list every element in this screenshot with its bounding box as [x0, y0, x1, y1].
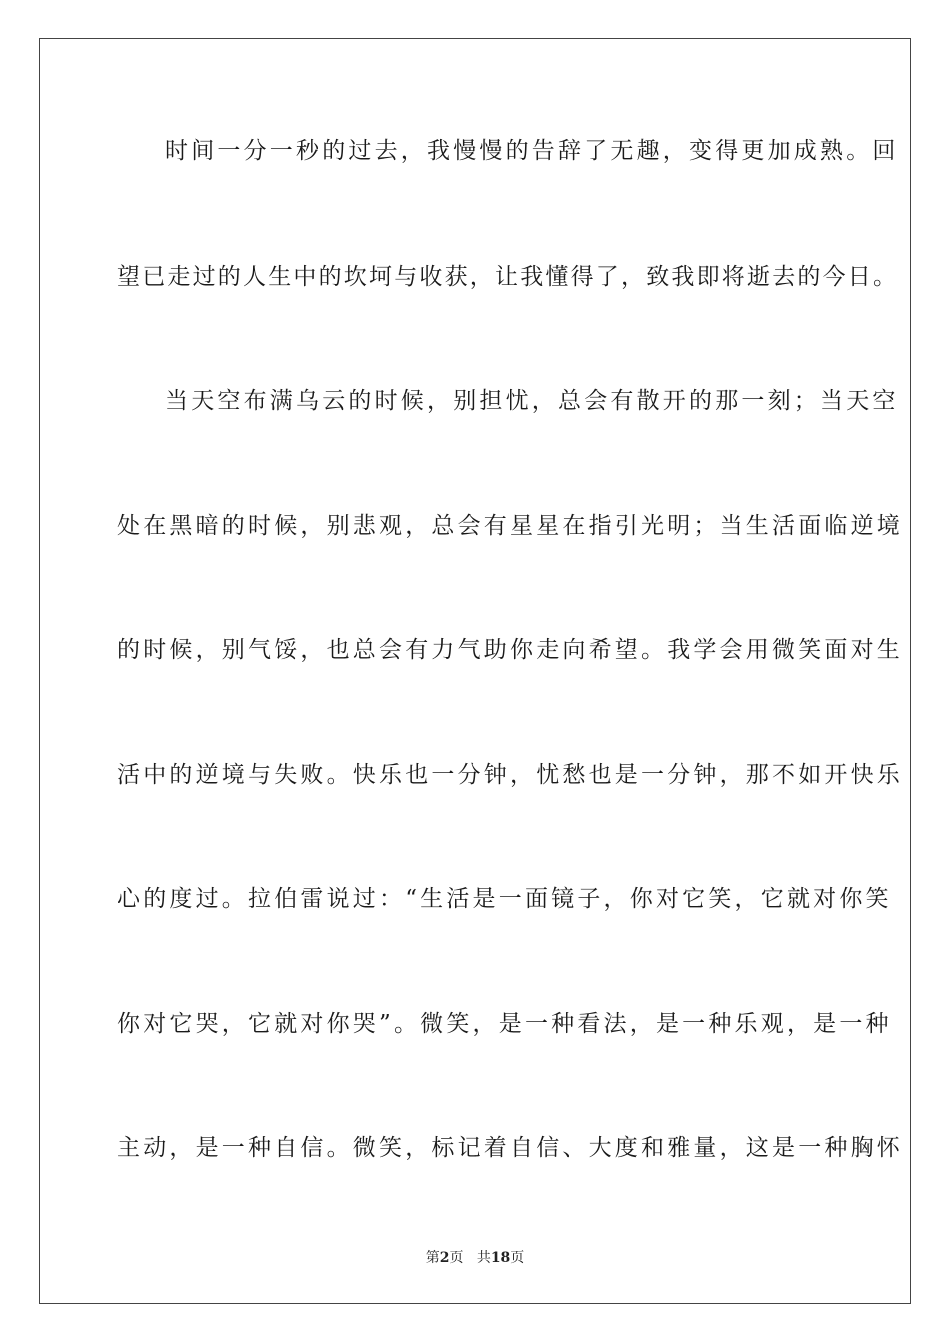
- page-frame: [39, 38, 911, 1304]
- page-suffix: 页: [449, 1250, 464, 1266]
- text-line-5: 的时候，别气馁，也总会有力气助你走向希望。我学会用微笑面对生: [117, 637, 903, 663]
- text-line-9: 主动，是一种自信。微笑，标记着自信、大度和雅量，这是一种胸怀: [117, 1135, 903, 1161]
- text-line-2: 望已走过的人生中的坎坷与收获，让我懂得了，致我即将逝去的今日。: [117, 264, 899, 290]
- text-line-4: 处在黑暗的时候，别悲观，总会有星星在指引光明；当生活面临逆境: [117, 513, 903, 539]
- text-line-6: 活中的逆境与失败。快乐也一分钟，忧愁也是一分钟，那不如开快乐: [117, 762, 903, 788]
- text-line-7: 心的度过。拉伯雷说过：“生活是一面镜子，你对它笑，它就对你笑: [117, 886, 892, 912]
- page-footer: [0, 1247, 950, 1267]
- total-pages: 18: [490, 1250, 511, 1266]
- page-number: 2: [439, 1250, 450, 1266]
- text-line-3: 当天空布满乌云的时候，别担忧，总会有散开的那一刻；当天空: [165, 388, 899, 414]
- total-prefix: 共: [476, 1250, 491, 1266]
- page-prefix: 第: [425, 1250, 440, 1266]
- text-line-8: 你对它哭，它就对你哭”。微笑，是一种看法，是一种乐观，是一种: [117, 1011, 892, 1037]
- text-line-1: 时间一分一秒的过去，我慢慢的告辞了无趣，变得更加成熟。回: [165, 138, 899, 164]
- total-suffix: 页: [510, 1250, 525, 1266]
